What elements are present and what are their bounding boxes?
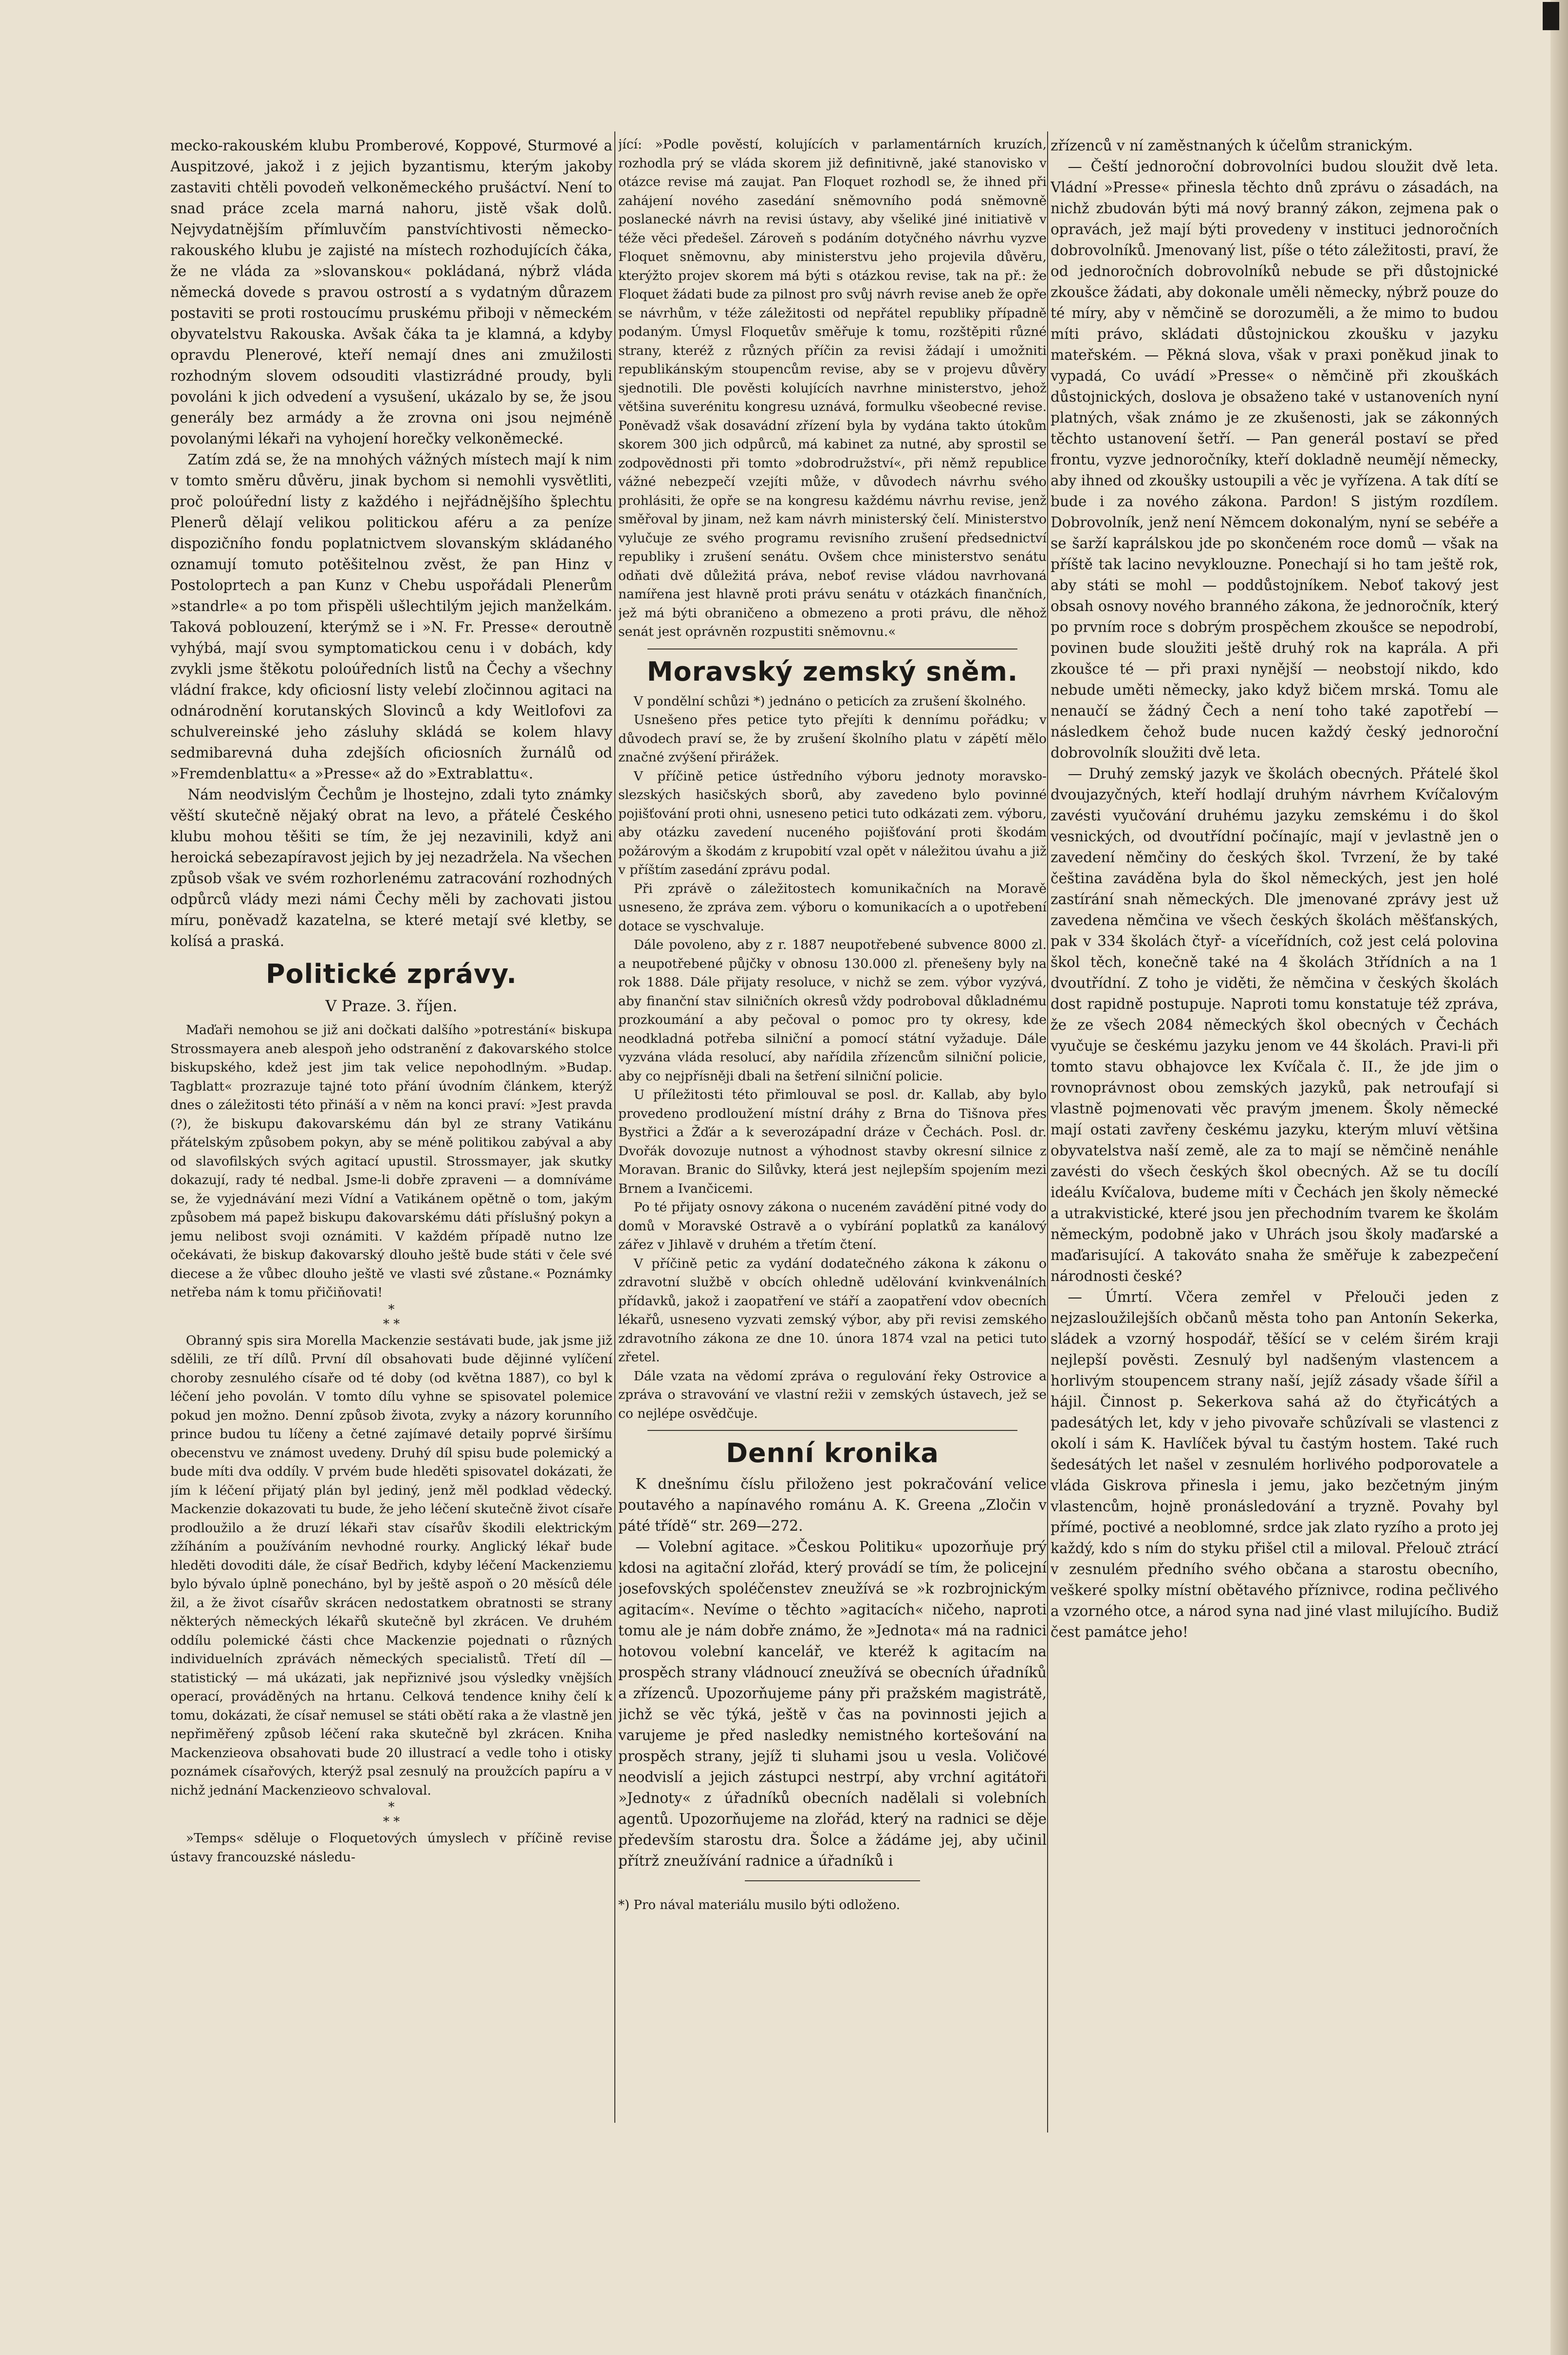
article-paragraph: V příčině petic za vydání dodatečného zákona k zákonu o zdravotní službě v obcích ohledně udělování kvinkvenálních přídavků, jakož i zaopatření ve stáří a zaopatření vdov obecních lékařů, usneseno vyzvati zemský výbor, aby při revisi zemského zdravotního zákona ze dne 10. února 1874 vzal na petici tuto zřetel. [618, 1256, 1047, 1365]
news-item-druhy-zemsky-jazyk: — Druhý zemský jazyk ve školách obecných. Přátelé škol dvoujazyčných, kteří hodlají druhým návrhem Kvíčalovým zavésti vyučování druhému jazyku zemskému i do škol vesnických, od dvoutřídní počínajíc, mají v jevlastně jen o zavedení němčiny do českých škol. Tvrzení, že by také čeština zaváděna byla do škol německých, jest jen holé zastírání snah německých. Dle jmenované zprávy jest už zavedena němčina ve všech českých školách měšťanských, pak v 334 školách čtyř- a víceřídních, což jest celá polovina škol těch, konečně také na 4 školách 3třídních a na 1 dvoutřídní. Z toho je viděti, že němčina v českých školách dost rapidně postupuje. Naproti tomu konstatuje též zpráva, že ze všech 2084 německých škol obecných v Čechách vyučuje se českému jazyku jenom ve 44 školách. Pravi-li při tomto stavu obhajovce lex Kvíčala č. II., že jde jim o rovnoprávnost obou zemských jazyků, pak netroufají si vlastně pojmenovati věc pravým jmenem. Školy německé mají ostati zavřeny českému jazyku, kterým mluví většina obyvatelstva naší země, ale za to mají se němčině nenáhle zavésti do všech českých škol obecných. Až se tu docílí ideálu Kvíčalova, budeme míti v Čechách jen školy německé a utrakvistické, které jsou jen přechodním tvarem ke školám německým, podobně jako v Uhrách jsou školy maďarské a maďarisující. A takováto snaha že směřuje k zabezpečení národnosti české? [1051, 765, 1498, 1284]
divider [745, 1880, 920, 1881]
column-rule-left [614, 131, 615, 2123]
divider [647, 1430, 1017, 1431]
footnote: *) Pro nával materiálu musilo býti odloženo. [618, 1898, 901, 1912]
article-paragraph: Dále povoleno, aby z r. 1887 neupotřebené subvence 8000 zl. a neupotřebené půjčky v obnosu 130.000 zl. přenešeny byly na rok 1888. Dále přijaty resoluce, v nichž se zem. výbor vyzývá, aby finanční stav silničních okresů vždy podroboval důkladnému prozkoumání a aby pečoval o pomoc pro ty okresy, kde neodkladná potřeba silniční a pomocí státní vyžaduje. Dále vyzvána vláda resolucí, aby nařídila zřízencům silniční policie, aby co nejpřísněji dbali na šetření silniční policie. [618, 937, 1047, 1084]
news-item-floquet-continued: jící: »Podle pověstí, kolujících v parlamentárních kruzích, rozhodla prý se vláda skorem již definitivně, jaké stanovisko v otázce revise má zaujat. Pan Floquet rozhodl se, že ihned při zahájení nového zasedání sněmovního podá sněmovně poslanecké návrh na revisi ústavy, aby všeliké jiné initiativě v téže věci předešel. Zároveň s podáním dotyčného návrhu vyzve Floquet sněmovnu, aby ministerstvu jeho projevila důvěru, kterýžto projev skorem má býti s otázkou revise, tak na př.: že Floquet žádati bude za pilnost pro svůj návrh revise aneb že opře se návrhům, v téže záležitosti od nepřátel republiky případně podaným. Úmysl Floquetův směřuje k tomu, rozštěpiti různé strany, kteréž z různých příčin za revisi žádají i umožniti republikánským stoupencům revise, aby se v projevu důvěry sjednotili. Dle pověsti kolujících navrhne ministerstvo, jehož většina suverénitu kongresu uznává, formulku všeobecné revise. Poněvadž však dosavádní zřízení byla by vydána takto útokům skorem 300 jich odpůrců, má kabinet za nutné, aby sprostil se zodpovědnosti při tomto »dobrodružství«, při němž republice vážné nebezpečí vzejíti může, v důvodech návrhu svého prohlásiti, že opře se na kongresu každému návrhu revise, jenž směřoval by jinam, než kam návrh ministerský čelí. Ministerstvo vylučuje ze svého programu revisního zrušení předsednictví republiky i zrušení senátu. Ovšem chce ministerstvo senátu odňati dvě důležitá práva, neboť revise vládou navrhovaná namířena jest hlavně proti právu senátu v otázkách finančních, jež má býti obraničeno a obmezeno a proti právu, dle něhož senát jest oprávněn rozpustiti sněmovnu.« [618, 137, 1047, 639]
corner-mark [1543, 2, 1559, 30]
article-continuation-paragraph: mecko-rakouském klubu Promberové, Koppové, Sturmové a Auspitzové, jakož i z jejich byzantismu, kterým jakoby zastaviti chtěli povodeň velkoněmeckého prušáctví. Není to snad práce zcela marná nahoru, jistě však dolů. Nejvydatnějším přímluvčím panstvíchtivosti německo-rakouského klubu je zajisté na místech rozhodujících čáka, že ne vláda za »slovanskou« pokládaná, nýbrž vláda německá dovede s pravou ostrostí a s vydatným důrazem postaviti se proti rostoucímu pruskému přiboji v německém obyvatelstvu Rakouska. Avšak čáka ta je klamná, a kdyby opravdu Plenerové, kteří nemají dnes ani zmužilosti rozhodným slovem odsouditi vlastizrádné proudy, byli povoláni k jich odvedení a vysušení, ukázalo by se, že jsou generály bez armády a že zrovna oni jsou nejméně povolanými lékaři na vyhojení horečky velkoněmecké. [170, 137, 612, 447]
news-item-volebni-agitace: — Volební agitace. »Českou Politiku« upozorňuje prý kdosi na agitační zlořád, který provádí se tím, že policejní josefovských spoléčenstev zneužívá se »k rozbrojnickým agitacím«. Nevíme o těchto »agitacích« ničeho, naproti tomu ale je nám dobře známo, že »Jednota« má na radnici hotovou volební kancelář, ve kteréž k agitacím na prospěch strany vládnoucí zneužívá se obecních úřadníků a zřízenců. Upozorňujeme pány při pražském magistrátě, jichž se věc týká, ještě v čas na povinnosti jejich a varujeme je před nasledky nemistného kortešování na prospěch strany, jejíž ti sluhami jsou u vesla. Voličové neodvislí a jejich zástupci nestrpí, aby vrchní agitátoři »Jednoty« z úřadníků obecních nadělali si volebních agentů. Upozorňujeme na zlořád, který na radnici se děje především starostu dra. Šolce a žádáme jej, aby učinil přítrž zneužívání radnice a úřadníků i [618, 1539, 1047, 1869]
news-item-jednorocni-dobrovolnici: — Čeští jednoroční dobrovolníci budou sloužit dvě leta. Vládní »Presse« přinesla těchto dnů zprávu o zásadách, na nichž zbudován býti má nový branný zákon, zejmena pak o opravách, jež mají býti provedeny v instituci jednoročních dobrovolníků. Jmenovaný list, píše o této záležitosti, praví, že od jednoročních dobrovolníků nebude se při důstojnické zkoušce žádati, aby dokonale uměli německy, nýbrž pouze do té míry, aby v němčině se dorozuměli, a že mimo to budou míti právo, skládati důstojnickou zkoušku v jazyku mateřském. — Pěkná slova, však v praxi poněkud jinak to vypadá, Co uvádí »Presse« o němčině při zkouškách důstojnických, doslova je obsaženo také v ustanoveních nyní platných, však známo je ze zkušenosti, jak se zákonných těchto ustanovení šetří. — Pan generál postaví se před frontu, vyzve jednoročníky, kteří dokladně neumějí německy, aby ihned od zkoušky ustoupili a věc je vyřízena. A tak dítí se bude i za nového zákona. Pardon! S jistým rozdílem. Dobrovolník, jenž není Němcem dokonalým, nyní se sebéře a se šarží kaprálskou jde po skončeném roce domů — však na příště tak lacino nevyklouzne. Ponechají si ho tam ještě rok, aby státi se mohl — poddůstojníkem. Neboť takový jest obsah osnovy nového branného zákona, že jednoročník, který po prvním roce s dobrým prospěchem zkoušce se nepodrobí, povinen bude sloužiti ještě druhý rok na kaprála. A při zkoušce té — při praxi nynější — neobstojí nikdo, kdo nebude uměti německy, jako když bičem mrská. Tomu ale nenaučí se žádný Čech a není toho také zapotřebí — následkem čehož bude nucen každý český jednoroční dobrovolník sloužiti dvě leta. [1051, 158, 1498, 761]
dateline: V Praze. 3. říjen. [325, 997, 458, 1015]
article-paragraph: Nám neodvislým Čechům je lhostejno, zdali tyto známky věští skutečně nějaký obrat na levo, a přátelé Českého klubu mohou těšiti se tím, že jej nezavinili, když ani heroická sebezapíravost jejich by jej nezadržela. Na všechen způsob však ve svém rozhorlenému zatracování rozhodných odpůrců vlády mezi námi Čechy měli by zachovati jistou míru, poněvadž kazatelna, se které metají své kletby, se kolísá a praská. [170, 786, 612, 949]
news-item-strossmayer: Maďaři nemohou se již ani dočkati dalšího »potrestání« biskupa Strossmayera aneb alespoň jeho odstranění z đakovarského stolce biskupského, kdež jest jim tak velice nepohodlným. »Budap. Tagblatt« prozrazuje tajné toto přání úvodním článkem, kterýž dnes o záležitosti této přináší a v něm na konci praví: »Jest pravda (?), že biskupu đakovarskému dán byl ze strany Vatikánu přátelským způsobem pokyn, aby se méně politikou zabýval a aby od slavofilských svých agitací upustil. Strossmayer, jak skutky dokazují, rady té nedbal. Jsme-li dobře zpraveni — a domníváme se, že vyjednávání mezi Vídní a Vatikánem opětně o tom, jakým způsobem má papež biskupu đakovarskému dáti příslušný pokyn a jemu nelibost svoji oznámiti. V každém případě nutno lze očekávati, že biskup đakovarský dlouho ještě bude státi v čele své diecese a že vůbec dlouho ještě ve vlasti své zůstane.« Poznámky netřeba nám k tomu přičiňovati! [170, 1022, 612, 1300]
article-paragraph: Při zprávě o záležitostech komunikačních na Moravě usneseno, že zpráva zem. výboru o komunikacích a o upotřebení dotace se vyschvaluje. [618, 881, 1047, 934]
article-paragraph: V pondělní schůzi *) jednáno o peticích za zrušení školného. [633, 693, 1026, 709]
section-heading-denni-kronika: Denní kronika [726, 1438, 939, 1468]
news-item-umrti: — Úmrtí. Včera zemřel v Přelouči jeden z nejzasloužilejších občanů města toho pan Antonín Sekerka, sládek a vzorný hospodář, těšící se v celém širém kraji nejlepší pověsti. Zesnulý byl nadšeným vlastencem a horlivým stoupencem strany naší, jejíž zásady všade šířil a hájil. Činnost p. Sekerkova sahá až do čtyřicátých a padesátých let, kdy v jeho pivovaře schůzívali se vlastenci z okolí i sám K. Havlíček býval tu častým hostem. Také ruch šedesátých let našel v zesnulém horlivého podporovatele a vláda Giskrova přinesla i jemu, jako bezčetným jiným vlastencům, hojně pronásledování a tryzně. Povahy byl přímé, poctivé a neoblomné, srdce jak zlato ryzího a proto jej každý, kdo s ním do styku přišel ctil a miloval. Přelouč ztrácí v zesnulém předního svého občana a starostu obecního, veškeré spolky místní obětavého příznivce, rodina pečlivého a vzorného otce, a národ syna nad jiné vlast milujícího. Budiž čest památce jeho! [1051, 1289, 1498, 1640]
news-item-continuation: zřízenců v ní zaměstnaných k účelům stranickým. [1051, 137, 1413, 154]
article-paragraph: Dále vzata na vědomí zpráva o regulování řeky Ostrovice a zpráva o stravování ve vlastní režii v zemských ústavech, jež se co nejlépe osvědčuje. [618, 1368, 1047, 1421]
article-paragraph: Usnešeno přes petice tyto přejíti k dennímu pořádku; v důvodech praví se, že by zrušení školního platu v zápětí mělo značné zvýšení přirážek. [618, 712, 1047, 765]
section-heading-moravsky-snem: Moravský zemský sněm. [646, 656, 1018, 687]
column-middle [618, 135, 1047, 2122]
column-right [1051, 135, 1498, 2132]
section-heading-politicke-zpravy: Politické zprávy. [265, 959, 517, 989]
article-paragraph: Zatím zdá se, že na mnohých vážných místech mají k nim v tomto směru důvěru, jinak bychom si nemohli vysvětliti, proč poloúřední listy z každého i nejřádnějšího šplechtu Plenerů dělají velikou politickou aféru a za peníze dispozičního fondu poplatnictvem slovanským skládaného oznamují tomuto potěšitelnou zvěst, že pan Hinz v Postoloprtech a pan Kunz v Chebu uspořádali Plenerům »standrle« a po tom přispěli ušlechtilým jejich manželkám. Taková poblouzení, kterýmž se i »N. Fr. Presse« deroutně vyhýbá, mají svou symptomatickou cenu i v dobách, kdy zvykli jsme štěkotu poloúředních listů na Čechy a všechny vládní frakce, kdy oficiosní listy velebí zločinnou agitaci na odnárodnění korutanských Slovinců a kdy Weitlofovi za schulvereinské jeho zásluhy skládá se kolem hlavy sedmibarevná duha zdejších oficiosních žurnálů od »Fremdenblattu« a »Presse« až do »Extrablattu«. [170, 451, 612, 782]
notice-supplement: K dnešnímu číslu přiloženo jest pokračování velice poutavého a napínavého románu A. K. Greena „Zločin v páté třídě“ str. 269—272. [618, 1476, 1047, 1534]
news-item-floquet: »Temps« sděluje o Floquetových úmyslech v příčině revise ústavy francouzské následu- [170, 1831, 612, 1865]
article-paragraph: U příležitosti této přimlouval se posl. dr. Kallab, aby bylo provedeno prodloužení místní dráhy z Brna do Tišnova přes Bystřici a Žďár a k severozápadní dráze v Čechách. Posl. dr. Dvořák dovozuje nutnost a výhodnost stavby okresní silnice z Moravan. Branic do Silůvky, která jest nejlepším spojením mezi Brnem a Ivančicemi. [618, 1087, 1047, 1196]
article-paragraph: Po té přijaty osnovy zákona o nuceném zavádění pitné vody do domů v Moravské Ostravě a o vybírání poplatků za kanálový zářez v Jihlavě v druhém a třetím čtení. [618, 1200, 1047, 1252]
column-rule-right [1047, 131, 1048, 2132]
page-edge-shadow [1550, 0, 1568, 2355]
news-item-mackenzie: Obranný spis sira Morella Mackenzie sestávati bude, jak jsme již sdělili, ze tří dílů. První díl obsahovati bude dějinné vylíčení choroby zesnulého císaře od té doby (od května 1887), co byl k léčení jeho povolán. V tomto dílu vyhne se spisovatel polemice pokud jen možno. Denní způsob života, zvyky a názory korunního prince budou tu líčeny a četné zajímavé detaily poprvé širšímu obecenstvu ve známost uvedeny. Druhý díl spisu bude polemický a bude míti dva oddíly. V prvém bude hleděti spisovatel dokázati, že jím k léčení přijatý plán byl jediný, jenž měl podklad vědecký. Mackenzie dokazovati tu bude, že jeho léčení skutečně život císaře prodloužilo a že druzí lékaři stav císařův škodili elektrickým zžíháním a používáním nevhodné rourky. Anglický lékař bude hleděti dovoditi dále, že císař Bedřich, kdyby léčení Mackenziemu bylo bývalo úplně ponecháno, byl by ještě aspoň o 20 měsíců déle žil, a že život císařův skrácen nedostatkem obratnosti se strany některých německých lékařů skutečně byl zkrácen. Ve druhém oddílu polemické části chce Mackenzie pojednati o různých individuelních zprávách německých specialistů. Třetí díl — statistický — má ukázati, jak nepřiznivé jsou výsledky vnějších operací, prováděných na hrtanu. Celková tendence knihy čelí k tomu, dokázati, že císař nemusel se státi obětí raka a že vlastně jen nepřiměřený způsob léčení raka skutečně byl zkrácen. Kniha Mackenzieova obsahovati bude 20 illustrací a vedle toho i otisky poznámek císařových, kterýž psal zesnulý na proužcích papíru a v nichž jednání Mackenzieovo schvaloval. [170, 1333, 612, 1798]
separator-stars: * * * [383, 1800, 400, 1829]
column-left [170, 135, 612, 2117]
separator-stars: * * * [383, 1302, 400, 1332]
article-paragraph: V příčině petice ústředního výboru jednoty moravsko-slezských hasičských sborů, aby zavedeno bylo povinné pojišťování proti ohni, usneseno petici tuto odkázati zem. výboru, aby otázku zavedení nuceného pojišťování proti škodám požárovým a škodám z krupobití vzal opět v náležitou úvahu a již v příštím zasedání zprávu podal. [618, 768, 1047, 877]
